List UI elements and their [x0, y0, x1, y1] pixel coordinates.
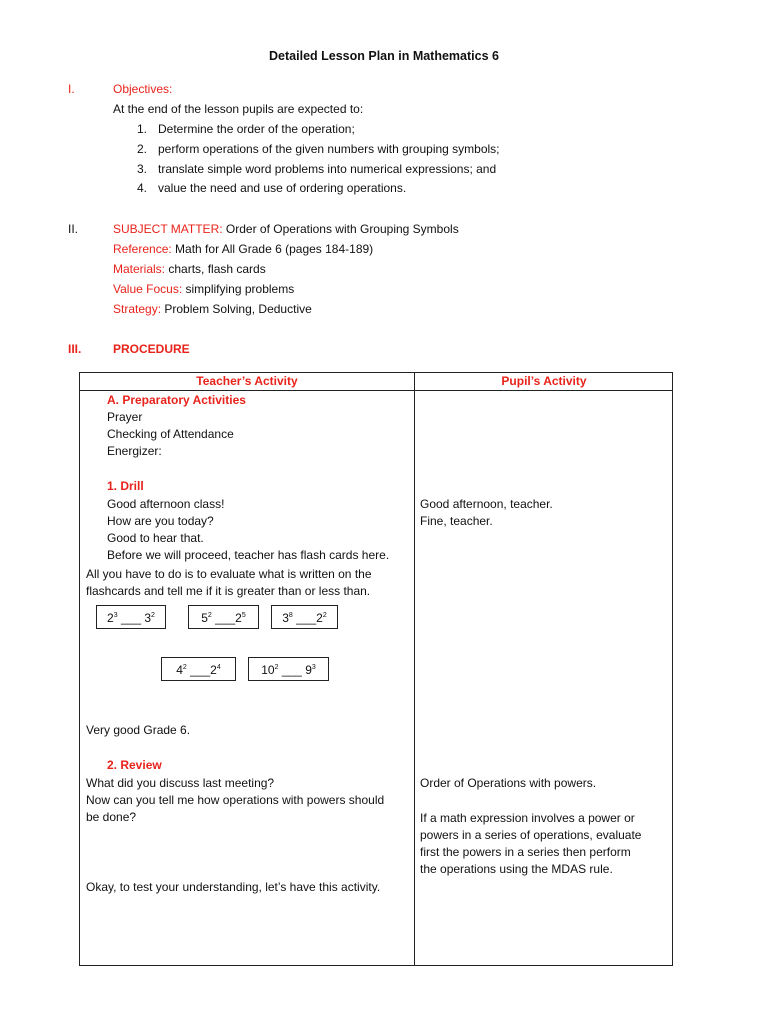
subject-row-label: Value Focus: [113, 282, 183, 296]
procedure-numeral: III. [68, 342, 82, 356]
objectives-intro: At the end of the lesson pupils are expected to: [113, 102, 364, 116]
subject-row-value: Math for All Grade 6 (pages 184-189) [175, 242, 374, 256]
drill-line: How are you today? [107, 514, 214, 528]
review-line: What did you discuss last meeting? [86, 776, 275, 790]
subject-row-value: simplifying problems [185, 282, 295, 296]
subject-topic: Order of Operations with Grouping Symbols [225, 222, 459, 236]
review-line: Now can you tell me how operations with powers should [86, 793, 385, 807]
objectives-heading: Objectives: [113, 82, 173, 96]
subject-row [113, 301, 312, 317]
header-divider [80, 390, 672, 391]
pupil-response: Good afternoon, teacher. [420, 497, 553, 511]
pupil-rule-line: powers in a series of operations, evaluate [420, 828, 642, 842]
praise-line: Very good Grade 6. [86, 723, 191, 737]
column-divider [414, 373, 415, 965]
subject-numeral: II. [68, 222, 79, 236]
pupil-rule-line: first the powers in a series then perform [420, 845, 631, 859]
document-title: Detailed Lesson Plan in Mathematics 6 [269, 49, 499, 63]
subject-heading: SUBJECT MATTER: [113, 222, 223, 236]
prep-line: Energizer: [107, 444, 162, 458]
pupil-rule-line: the operations using the MDAS rule. [420, 862, 613, 876]
drill-line: Before we will proceed, teacher has flash cards here. [107, 548, 390, 562]
subject-row-label: Strategy: [113, 302, 162, 316]
subject-row [113, 241, 373, 257]
pupil-rule-line: If a math expression involves a power or [420, 811, 635, 825]
flash-card: $10^2$ ___ $9^3$ [248, 657, 329, 681]
pupil-response: Order of Operations with powers. [420, 776, 597, 790]
objective-number: 4. [137, 181, 148, 195]
teacher-column-header: Teacher’s Activity [196, 374, 298, 388]
review-line: be done? [86, 810, 137, 824]
procedure-heading: PROCEDURE [113, 342, 190, 356]
objective-number: 3. [137, 162, 148, 176]
subject-matter-line [113, 221, 459, 237]
flash-card: $4^2$ $\_\_\_2^4$ [161, 657, 236, 681]
review-heading: 2. Review [107, 758, 162, 772]
flash-card: $5^2$ $\_\_\_2^5$ [188, 605, 259, 629]
objective-number: 2. [137, 142, 148, 156]
drill-instruction: All you have to do is to evaluate what is written on the [86, 567, 372, 581]
objective-text: translate simple word problems into numerical expressions; and [158, 162, 497, 176]
objectives-numeral: I. [68, 82, 75, 96]
drill-instruction: flashcards and tell me if it is greater than or less than. [86, 584, 371, 598]
objective-text: value the need and use of ordering operations. [158, 181, 407, 195]
flash-card: $3^8$ $\_\_\_2^2$ [271, 605, 338, 629]
subject-row-label: Materials: [113, 262, 166, 276]
activity-line: Okay, to test your understanding, let’s have this activity. [86, 880, 381, 894]
pupil-column-header: Pupil’s Activity [501, 374, 587, 388]
drill-heading: 1. Drill [107, 479, 144, 493]
pupil-response: Fine, teacher. [420, 514, 493, 528]
subject-row [113, 281, 294, 297]
objective-number: 1. [137, 122, 148, 136]
prep-line: Prayer [107, 410, 143, 424]
subject-row-label: Reference: [113, 242, 172, 256]
preparatory-heading: A. Preparatory Activities [107, 393, 246, 407]
flash-card: $2^3$ ___ $3^2$ [96, 605, 166, 629]
drill-line: Good afternoon class! [107, 497, 225, 511]
subject-row [113, 261, 266, 277]
objective-text: Determine the order of the operation; [158, 122, 355, 136]
subject-row-value: charts, flash cards [168, 262, 266, 276]
subject-row-value: Problem Solving, Deductive [164, 302, 312, 316]
objective-text: perform operations of the given numbers with grouping symbols; [158, 142, 500, 156]
prep-line: Checking of Attendance [107, 427, 234, 441]
drill-line: Good to hear that. [107, 531, 204, 545]
